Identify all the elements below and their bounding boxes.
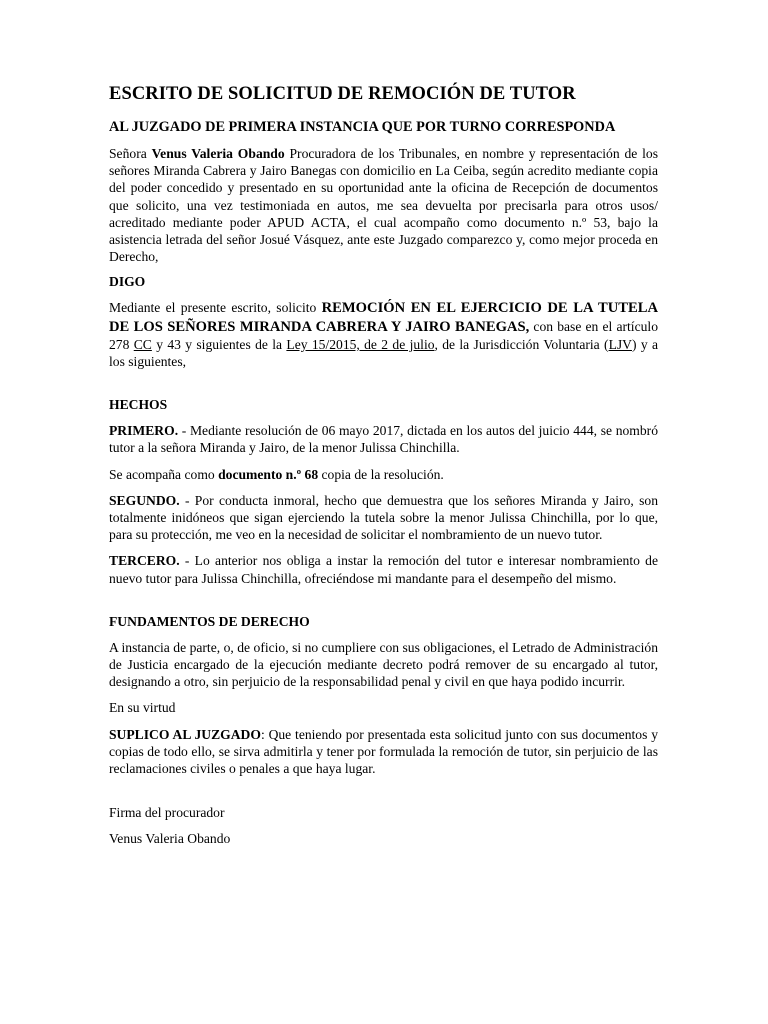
digo-part4: ) y a los siguientes, [109,336,659,370]
tercero-text: - Lo anterior nos obliga a instar la remoción del tutor e interesar nombramiento de nuevo tutor para Julissa Chinchilla, ofreciéndose mi mandante para el desempeño del mismo. [109,553,658,586]
acompana-suffix: copia de la resolución. [318,466,444,482]
hechos-heading: HECHOS [109,397,168,413]
primero-label: PRIMERO. [109,423,179,439]
digo-heading: DIGO [109,274,146,290]
intro-prefix: Señora [109,146,152,161]
segundo-paragraph [109,492,658,544]
ley-link[interactable]: Ley 15/2015, de 2 de julio [286,336,435,352]
digo-prefix: Mediante el presente escrito, solicito [109,300,322,316]
court-heading: AL JUZGADO DE PRIMERA INSTANCIA QUE POR TURNO CORRESPONDA [109,119,616,135]
digo-paragraph [109,299,658,370]
en-su-virtud: En su virtud [109,700,176,716]
procurator-name: Venus Valeria Obando [151,146,285,161]
document-number: documento n.º 68 [218,466,319,482]
tercero-paragraph [109,552,658,586]
fundamentos-heading: FUNDAMENTOS DE DERECHO [109,613,310,629]
cc-link[interactable]: CC [133,336,152,352]
primero-text: - Mediante resolución de 06 mayo 2017, dictada en los autos del juicio 444, se nombró tutor a la señora Miranda y Jairo, de la menor Julissa Chinchilla. [109,423,658,456]
digo-part1: con base en el artículo 278 [109,318,658,352]
segundo-text: - Por conducta inmoral, hecho que demuestra que los señores Miranda y Jairo, son totalmente inidóneos que sigan ejerciendo la tutela sobre la menor Julissa Chinchilla, por lo que, para su protección, me veo en la necesidad de solicitar el nombramiento de un nuevo tutor. [109,492,658,543]
digo-part2: y 43 y siguientes de la [151,336,287,352]
suplico-text: : Que teniendo por presentada esta solicitud junto con sus documentos y copias de todo ello, se sirva admitirla y tener por formulada la remoción de tutor, sin perjuicio de las reclamaciones civiles o penales a que haya lugar. [109,726,658,777]
primero-paragraph [109,422,658,456]
document-title: ESCRITO DE SOLICITUD DE REMOCIÓN DE TUTOR [109,84,576,104]
digo-part3: , de la Jurisdicción Voluntaria ( [434,336,609,352]
digo-request: REMOCIÓN EN EL EJERCICIO DE LA TUTELA DE LOS SEÑORES MIRANDA CABRERA Y JAIRO BANEGAS, [109,300,658,335]
tercero-label: TERCERO. [109,553,180,569]
signature-label: Firma del procurador [109,805,225,821]
intro-paragraph [109,145,658,265]
suplico-paragraph [109,726,658,778]
acompana-paragraph [109,466,658,483]
ljv-link[interactable]: LJV [608,336,632,352]
signature-name: Venus Valeria Obando [109,831,231,847]
intro-body: Procuradora de los Tribunales, en nombre y representación de los señores Miranda Cabrera y Jairo Banegas con domicilio en La Ceiba, según acredito mediante copia del poder concedido y presentado en su oportunidad ante la oficina de Recepción de documentos que solicito, una vez testimoniada en autos, me sea devuelta por precisarla para otros usos/ acreditado mediante poder APUD ACTA, el cual acompaño como documento n.º 53, bajo la asistencia letrada del señor Josué Vásquez, ante este Juzgado comparezco y, como mejor proceda en Derecho, [109,146,658,265]
suplico-label: SUPLICO AL JUZGADO [109,726,261,742]
acompana-prefix: Se acompaña como [109,466,219,482]
segundo-label: SEGUNDO. [109,492,180,508]
fundamentos-paragraph: A instancia de parte, o, de oficio, si no cumpliere con sus obligaciones, el Letrado de Administración de Justicia encargado de la ejecución mediante decreto podrá remover de su encargado al tutor, designando a otro, sin perjuicio de la responsabilidad penal y civil en que haya podido incurrir. [109,639,658,690]
